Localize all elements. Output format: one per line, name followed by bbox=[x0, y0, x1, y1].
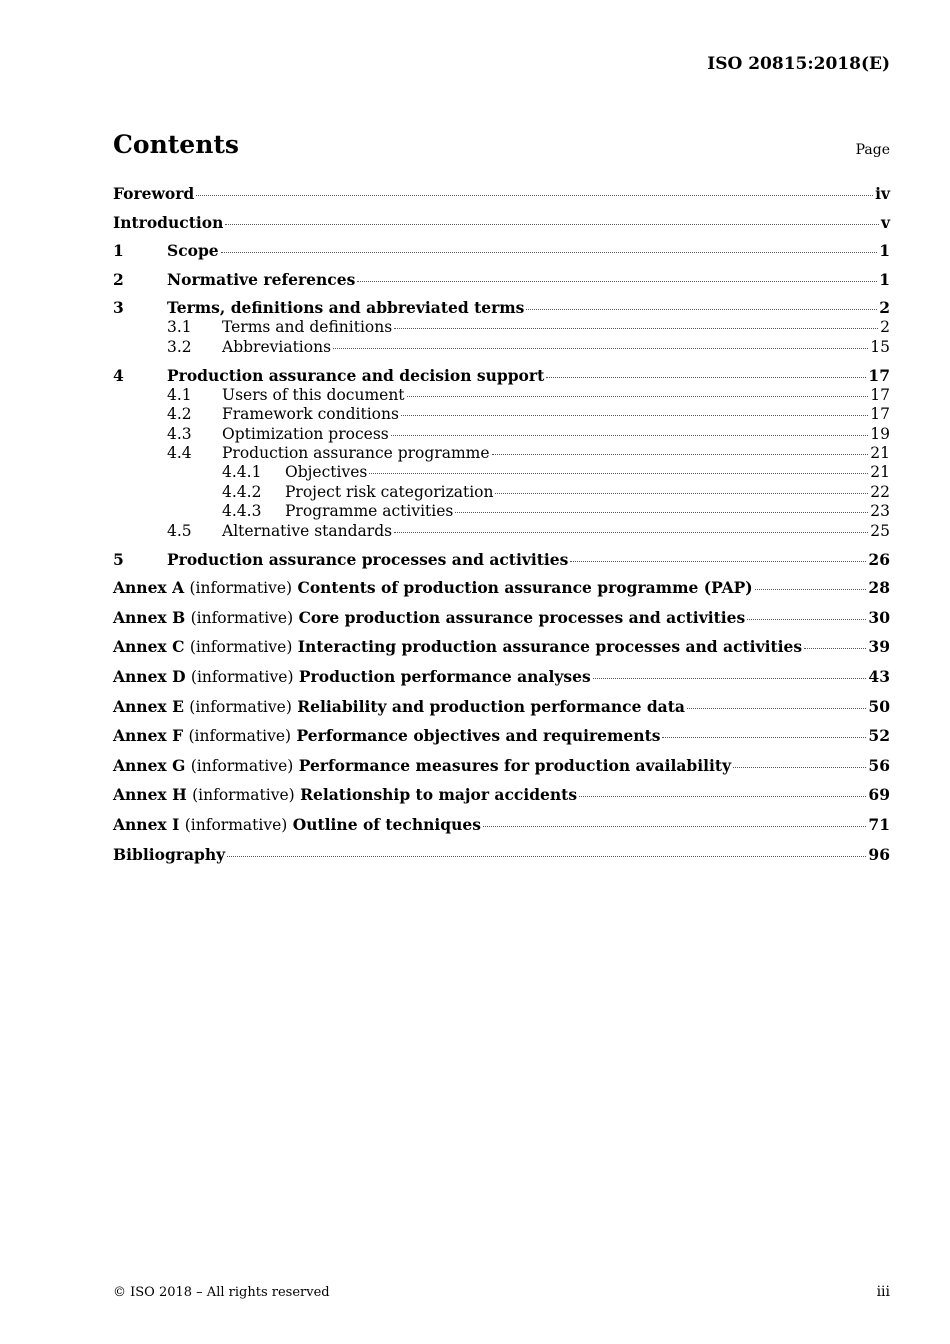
annex-label: Annex I bbox=[113, 814, 180, 834]
toc-entry-title bbox=[113, 755, 731, 777]
dot-leader bbox=[687, 708, 866, 709]
toc-entry[interactable] bbox=[113, 444, 890, 463]
toc-entry-title bbox=[113, 666, 591, 688]
annex-title: Production performance analyses bbox=[298, 667, 591, 686]
dot-leader bbox=[662, 737, 866, 738]
toc-entry-number: 4.1 bbox=[167, 385, 192, 404]
dot-leader bbox=[221, 252, 878, 253]
dot-leader bbox=[394, 328, 878, 329]
toc-entry[interactable] bbox=[113, 318, 890, 337]
toc-entry[interactable] bbox=[113, 502, 890, 521]
annex-label: Annex F bbox=[113, 726, 184, 746]
toc-entry-page: 21 bbox=[870, 463, 890, 482]
toc-entry-number: 4.3 bbox=[167, 424, 192, 443]
toc-entry-title: Bibliography bbox=[113, 844, 226, 864]
toc-entry[interactable] bbox=[113, 365, 890, 386]
toc-entry-title: Framework conditions bbox=[222, 405, 399, 424]
toc-entry-page: 17 bbox=[868, 365, 890, 385]
toc-entry-page: 1 bbox=[879, 241, 890, 261]
annex-type: (informative) bbox=[190, 668, 294, 686]
annex-title: Contents of production assurance programme (PAP) bbox=[297, 578, 753, 598]
toc-entry-page: 19 bbox=[870, 424, 890, 443]
toc-entry-page: 56 bbox=[868, 755, 890, 775]
dot-leader bbox=[394, 532, 868, 533]
toc-entry-title bbox=[113, 814, 481, 836]
toc-entry[interactable] bbox=[113, 183, 890, 204]
toc-entry-number: 4.2 bbox=[167, 405, 192, 424]
annex-type: (informative) bbox=[189, 638, 293, 657]
toc-entry-title: Optimization process bbox=[222, 424, 389, 443]
toc-entry[interactable] bbox=[113, 386, 890, 405]
toc-entry[interactable] bbox=[113, 297, 890, 318]
toc-entry[interactable] bbox=[113, 269, 890, 290]
toc-entry[interactable] bbox=[113, 577, 890, 599]
toc-entry-number: 4.4.3 bbox=[222, 502, 262, 521]
dot-leader bbox=[196, 195, 873, 196]
dot-leader bbox=[526, 309, 877, 310]
dot-leader bbox=[804, 648, 866, 649]
dot-leader bbox=[483, 826, 866, 827]
toc-entry-page: 17 bbox=[870, 385, 890, 404]
toc-entry[interactable] bbox=[113, 463, 890, 482]
page-title: Contents bbox=[113, 130, 240, 159]
toc-entry[interactable] bbox=[113, 425, 890, 444]
dot-leader bbox=[401, 415, 868, 416]
annex-type: (informative) bbox=[189, 579, 293, 598]
dot-leader bbox=[570, 561, 866, 562]
page-number: iii bbox=[876, 1284, 890, 1300]
toc-entry[interactable] bbox=[113, 755, 890, 777]
annex-title: Core production assurance processes and activities bbox=[298, 607, 746, 627]
annex-type: (informative) bbox=[192, 786, 295, 805]
toc-entry-page: 69 bbox=[868, 785, 890, 805]
toc-entry-page: 23 bbox=[870, 502, 890, 521]
dot-leader bbox=[546, 377, 866, 378]
page-column-label: Page bbox=[855, 142, 890, 158]
toc-entry-title: Users of this document bbox=[222, 385, 405, 404]
dot-leader bbox=[391, 435, 869, 436]
toc-entry-page: 15 bbox=[870, 337, 890, 356]
toc-entry[interactable] bbox=[113, 784, 890, 806]
toc-entry-title: Scope bbox=[167, 241, 219, 261]
toc-entry-page: iv bbox=[875, 184, 890, 203]
toc-entry-title: Objectives bbox=[285, 463, 368, 482]
toc-entry-title: Programme activities bbox=[285, 502, 454, 521]
toc-entry-page: 43 bbox=[868, 667, 890, 686]
toc-entry-title bbox=[113, 696, 685, 718]
toc-entry[interactable] bbox=[113, 483, 890, 502]
annex-title: Performance objectives and requirements bbox=[296, 726, 661, 746]
annex-label: Annex B bbox=[113, 607, 186, 627]
toc-entry-title: Production assurance processes and activities bbox=[167, 549, 569, 569]
toc-entry-number: 3 bbox=[113, 298, 124, 318]
toc-entry[interactable] bbox=[113, 666, 890, 688]
dot-leader bbox=[495, 493, 868, 494]
toc-entry-page: 1 bbox=[879, 269, 890, 289]
toc-entry-title: Abbreviations bbox=[222, 337, 332, 356]
dot-leader bbox=[593, 678, 867, 679]
toc-entry-title bbox=[113, 784, 577, 806]
toc-entry-title bbox=[113, 725, 660, 747]
document-id: ISO 20815:2018(E) bbox=[707, 54, 890, 74]
toc-entry-number: 4.4.2 bbox=[222, 482, 262, 501]
toc-entry-title: Foreword bbox=[113, 184, 195, 203]
annex-type: (informative) bbox=[188, 727, 292, 746]
toc-entry-page: 50 bbox=[868, 696, 890, 716]
toc-entry-page: 30 bbox=[868, 607, 890, 627]
annex-type: (informative) bbox=[184, 815, 288, 834]
toc-entry[interactable] bbox=[113, 522, 890, 541]
annex-title: Performance measures for production availability bbox=[298, 755, 732, 775]
toc-entry-page: 17 bbox=[870, 405, 890, 424]
toc-entry[interactable] bbox=[113, 696, 890, 718]
toc-entry-title: Production assurance programme bbox=[222, 444, 490, 462]
toc-entry-page: 39 bbox=[868, 637, 890, 657]
copyright-notice: © ISO 2018 – All rights reserved bbox=[113, 1285, 330, 1300]
dot-leader bbox=[227, 856, 866, 857]
toc-entry-title: Project risk categorization bbox=[285, 482, 494, 501]
toc-entry-number: 5 bbox=[113, 549, 124, 569]
dot-leader bbox=[369, 473, 868, 474]
dot-leader bbox=[579, 796, 866, 797]
toc-entry[interactable] bbox=[113, 240, 890, 261]
toc-entry-page: 22 bbox=[870, 482, 890, 501]
toc-entry-number: 4.4.1 bbox=[222, 463, 262, 482]
toc-entry-title: Normative references bbox=[167, 269, 356, 289]
toc-entry-page: 26 bbox=[868, 549, 890, 569]
annex-type: (informative) bbox=[190, 608, 294, 627]
toc-entry-number: 4 bbox=[113, 365, 124, 385]
dot-leader bbox=[492, 454, 869, 455]
toc-entry-page: 96 bbox=[868, 844, 890, 864]
annex-title: Interacting production assurance processes and activities bbox=[297, 637, 803, 657]
table-of-contents bbox=[113, 183, 890, 865]
toc-entry-title: Terms, definitions and abbreviated terms bbox=[167, 298, 525, 318]
toc-entry[interactable] bbox=[113, 725, 890, 747]
toc-entry-number: 4.4 bbox=[167, 444, 192, 462]
annex-title: Outline of techniques bbox=[292, 814, 481, 834]
annex-label: Annex A bbox=[113, 578, 185, 598]
toc-entry-page: 71 bbox=[868, 814, 890, 834]
dot-leader bbox=[333, 348, 868, 349]
dot-leader bbox=[733, 767, 866, 768]
annex-label: Annex E bbox=[113, 696, 184, 716]
annex-type: (informative) bbox=[190, 756, 294, 775]
toc-entry[interactable] bbox=[113, 212, 890, 233]
toc-entry-title: Terms and definitions bbox=[222, 318, 393, 337]
dot-leader bbox=[755, 589, 867, 590]
toc-entry-number: 3.2 bbox=[167, 337, 192, 356]
annex-label: Annex G bbox=[113, 755, 186, 775]
toc-entry-title bbox=[113, 607, 745, 629]
dot-leader bbox=[455, 512, 868, 513]
toc-entry-title: Introduction bbox=[113, 212, 224, 232]
toc-entry[interactable] bbox=[113, 636, 890, 658]
dot-leader bbox=[747, 619, 866, 620]
toc-entry-number: 2 bbox=[113, 269, 124, 289]
annex-label: Annex H bbox=[113, 785, 187, 805]
dot-leader bbox=[407, 396, 869, 397]
toc-entry-page: 2 bbox=[879, 298, 890, 318]
toc-entry[interactable] bbox=[113, 549, 890, 570]
annex-label: Annex D bbox=[113, 667, 186, 686]
toc-entry-title bbox=[113, 577, 753, 599]
toc-entry[interactable] bbox=[113, 814, 890, 836]
toc-entry-number: 1 bbox=[113, 241, 124, 261]
toc-entry-page: v bbox=[880, 212, 890, 232]
toc-entry[interactable] bbox=[113, 844, 890, 865]
toc-entry-number: 4.5 bbox=[167, 521, 192, 540]
toc-entry[interactable] bbox=[113, 338, 890, 357]
toc-entry-page: 2 bbox=[880, 318, 890, 337]
toc-entry[interactable] bbox=[113, 607, 890, 629]
toc-entry[interactable] bbox=[113, 405, 890, 424]
annex-type: (informative) bbox=[189, 697, 292, 716]
dot-leader bbox=[357, 281, 877, 282]
toc-entry-page: 25 bbox=[870, 521, 890, 540]
dot-leader bbox=[225, 224, 879, 225]
annex-label: Annex C bbox=[113, 637, 185, 657]
toc-entry-number: 3.1 bbox=[167, 318, 192, 337]
toc-entry-title: Alternative standards bbox=[222, 521, 393, 540]
toc-entry-title bbox=[113, 636, 802, 658]
annex-title: Relationship to major accidents bbox=[300, 785, 578, 805]
toc-entry-page: 21 bbox=[870, 444, 890, 462]
toc-entry-title: Production assurance and decision support bbox=[167, 365, 545, 385]
toc-entry-page: 52 bbox=[868, 726, 890, 746]
annex-title: Reliability and production performance data bbox=[297, 696, 685, 716]
toc-entry-page: 28 bbox=[868, 578, 890, 598]
